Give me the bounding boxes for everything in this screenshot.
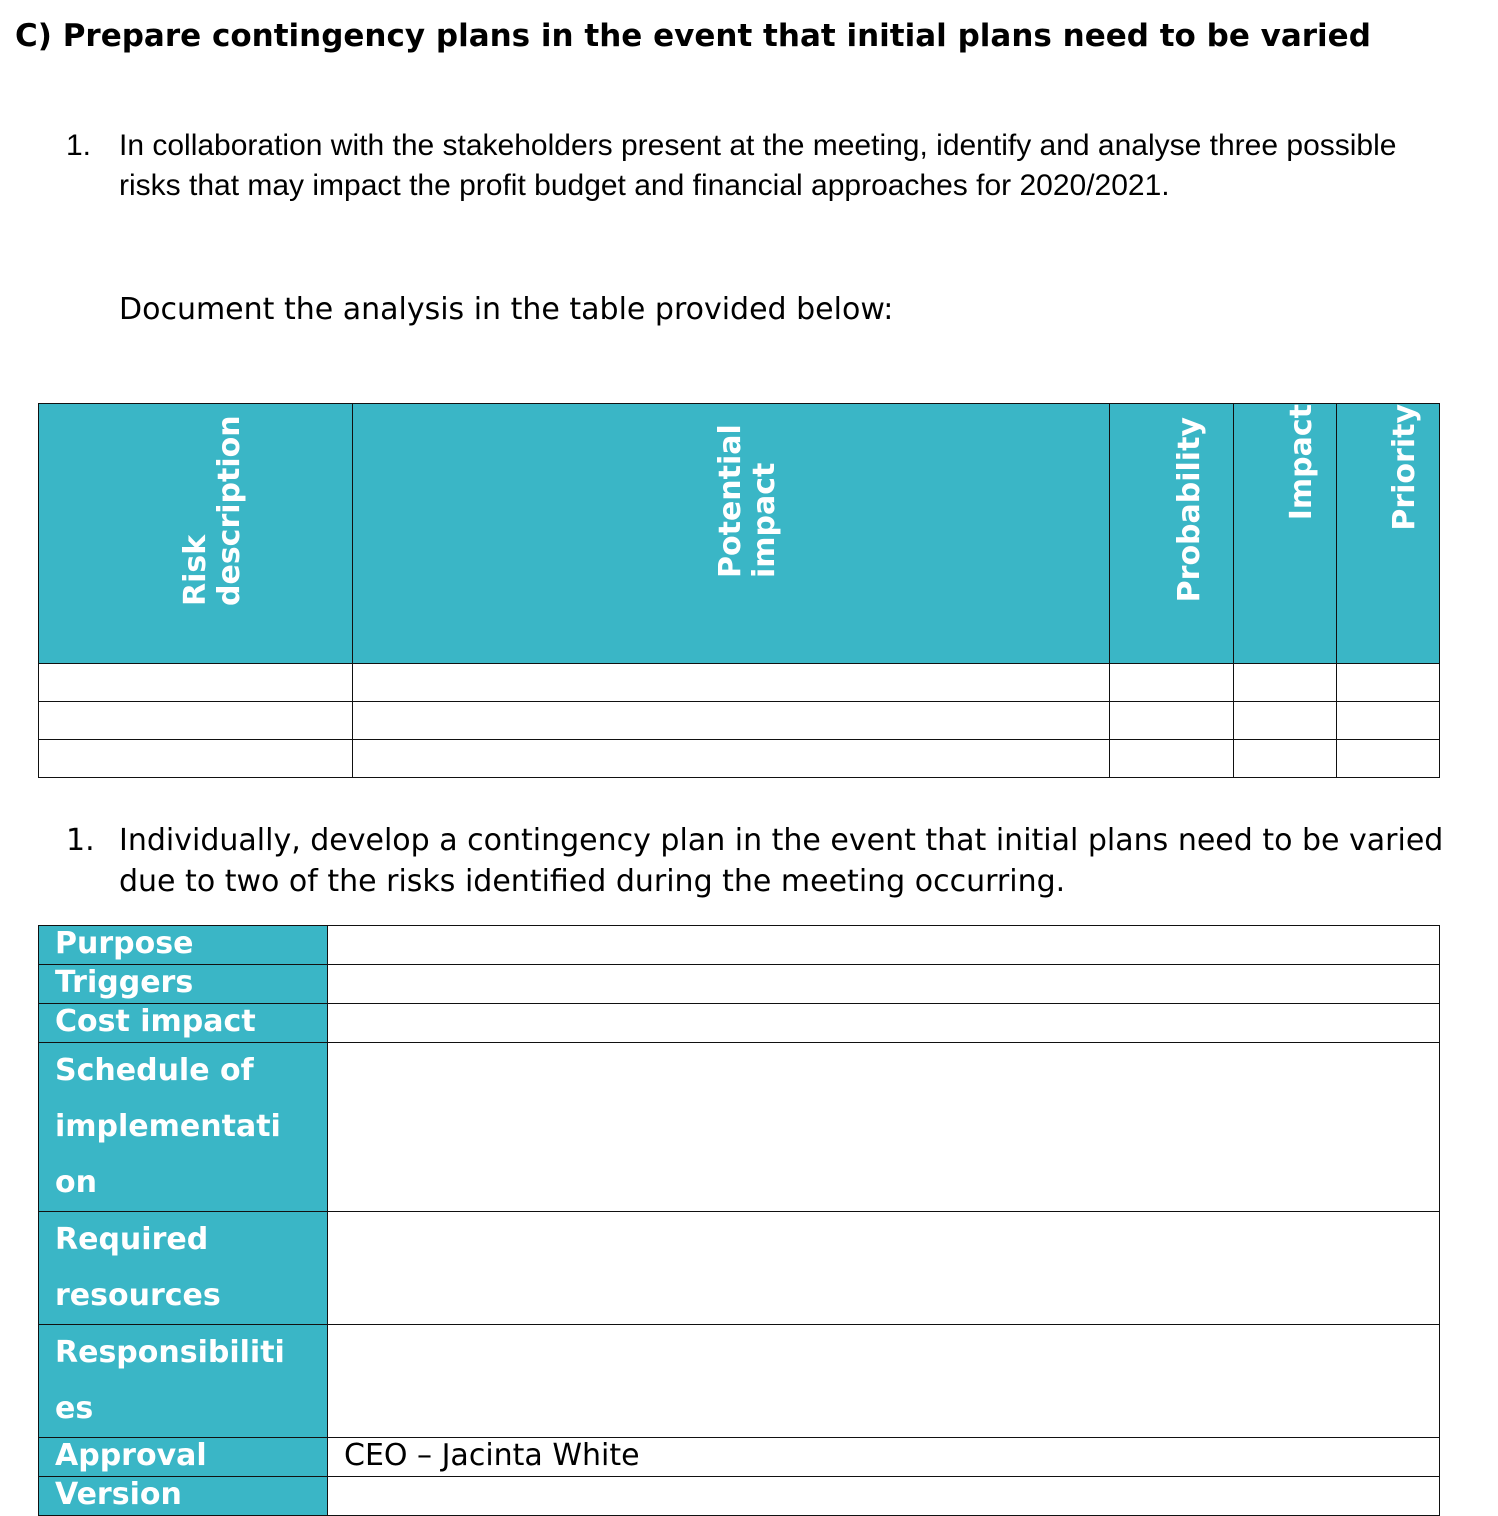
cell[interactable] (39, 702, 353, 740)
plan-row-approval (39, 1438, 1440, 1477)
cell[interactable] (352, 740, 1109, 778)
row-value[interactable] (328, 1325, 1440, 1438)
cell[interactable] (1234, 664, 1337, 702)
plan-row-schedule (39, 1043, 1440, 1212)
row-label: Triggers (39, 965, 328, 1004)
header-potential-impact (352, 404, 1109, 664)
task-text: In collaboration with the stakeholders present at the meeting, identify and analyse three possible risks that may impact the profit budget and financial approaches for 2020/2021. (119, 129, 1397, 202)
task-number: 1. (66, 823, 95, 858)
header-label: Impact (1284, 404, 1320, 521)
cell[interactable] (1110, 702, 1234, 740)
row-value[interactable]: CEO – Jacinta White (328, 1438, 1440, 1477)
cell[interactable] (1110, 740, 1234, 778)
cell[interactable] (1337, 740, 1440, 778)
task-2 (66, 820, 1444, 899)
row-value[interactable] (328, 1043, 1440, 1212)
cell[interactable] (1234, 740, 1337, 778)
cell[interactable] (352, 664, 1109, 702)
plan-row-cost-impact (39, 1004, 1440, 1043)
plan-row-resources (39, 1212, 1440, 1325)
row-value[interactable] (328, 1212, 1440, 1325)
header-probability (1110, 404, 1234, 664)
table-row (39, 702, 1440, 740)
row-value[interactable] (328, 1477, 1440, 1516)
task-number: 1. (66, 129, 92, 162)
row-label: Approval (39, 1438, 328, 1477)
cell[interactable] (1234, 702, 1337, 740)
section-heading: C) Prepare contingency plans in the event that initial plans need to be varied (15, 18, 1371, 54)
cell[interactable] (39, 664, 353, 702)
header-risk-description (39, 404, 353, 664)
row-value[interactable] (328, 965, 1440, 1004)
cell[interactable] (1110, 664, 1234, 702)
row-value[interactable] (328, 926, 1440, 965)
table-row (39, 664, 1440, 702)
task-text: Individually, develop a contingency plan in the event that initial plans need to be varied due to two of the risks identified during the meeting occurring. (119, 823, 1444, 899)
row-label: Version (39, 1477, 328, 1516)
plan-row-triggers (39, 965, 1440, 1004)
cell[interactable] (1337, 702, 1440, 740)
header-label: Priority (1387, 404, 1422, 531)
task-1 (66, 126, 1397, 202)
row-label: Purpose (39, 926, 328, 965)
header-label: Risk description (178, 415, 248, 606)
cell[interactable] (1337, 664, 1440, 702)
plan-row-purpose (39, 926, 1440, 965)
instruction-text: Document the analysis in the table provided below: (119, 292, 894, 327)
row-label: Required resources (39, 1212, 328, 1325)
header-priority (1337, 404, 1440, 664)
row-label: Responsibiliti es (39, 1325, 328, 1438)
header-row (39, 404, 1440, 664)
header-impact (1234, 404, 1337, 664)
cell[interactable] (39, 740, 353, 778)
row-label: Schedule of implementati on (39, 1043, 328, 1212)
table-row (39, 740, 1440, 778)
plan-row-responsibilities (39, 1325, 1440, 1438)
header-label: Potential impact (712, 424, 782, 578)
risk-analysis-table (38, 403, 1440, 778)
row-label: Cost impact (39, 1004, 328, 1043)
contingency-plan-table (38, 925, 1440, 1516)
header-label: Probability (1171, 416, 1207, 602)
row-value[interactable] (328, 1004, 1440, 1043)
cell[interactable] (352, 702, 1109, 740)
plan-row-version (39, 1477, 1440, 1516)
